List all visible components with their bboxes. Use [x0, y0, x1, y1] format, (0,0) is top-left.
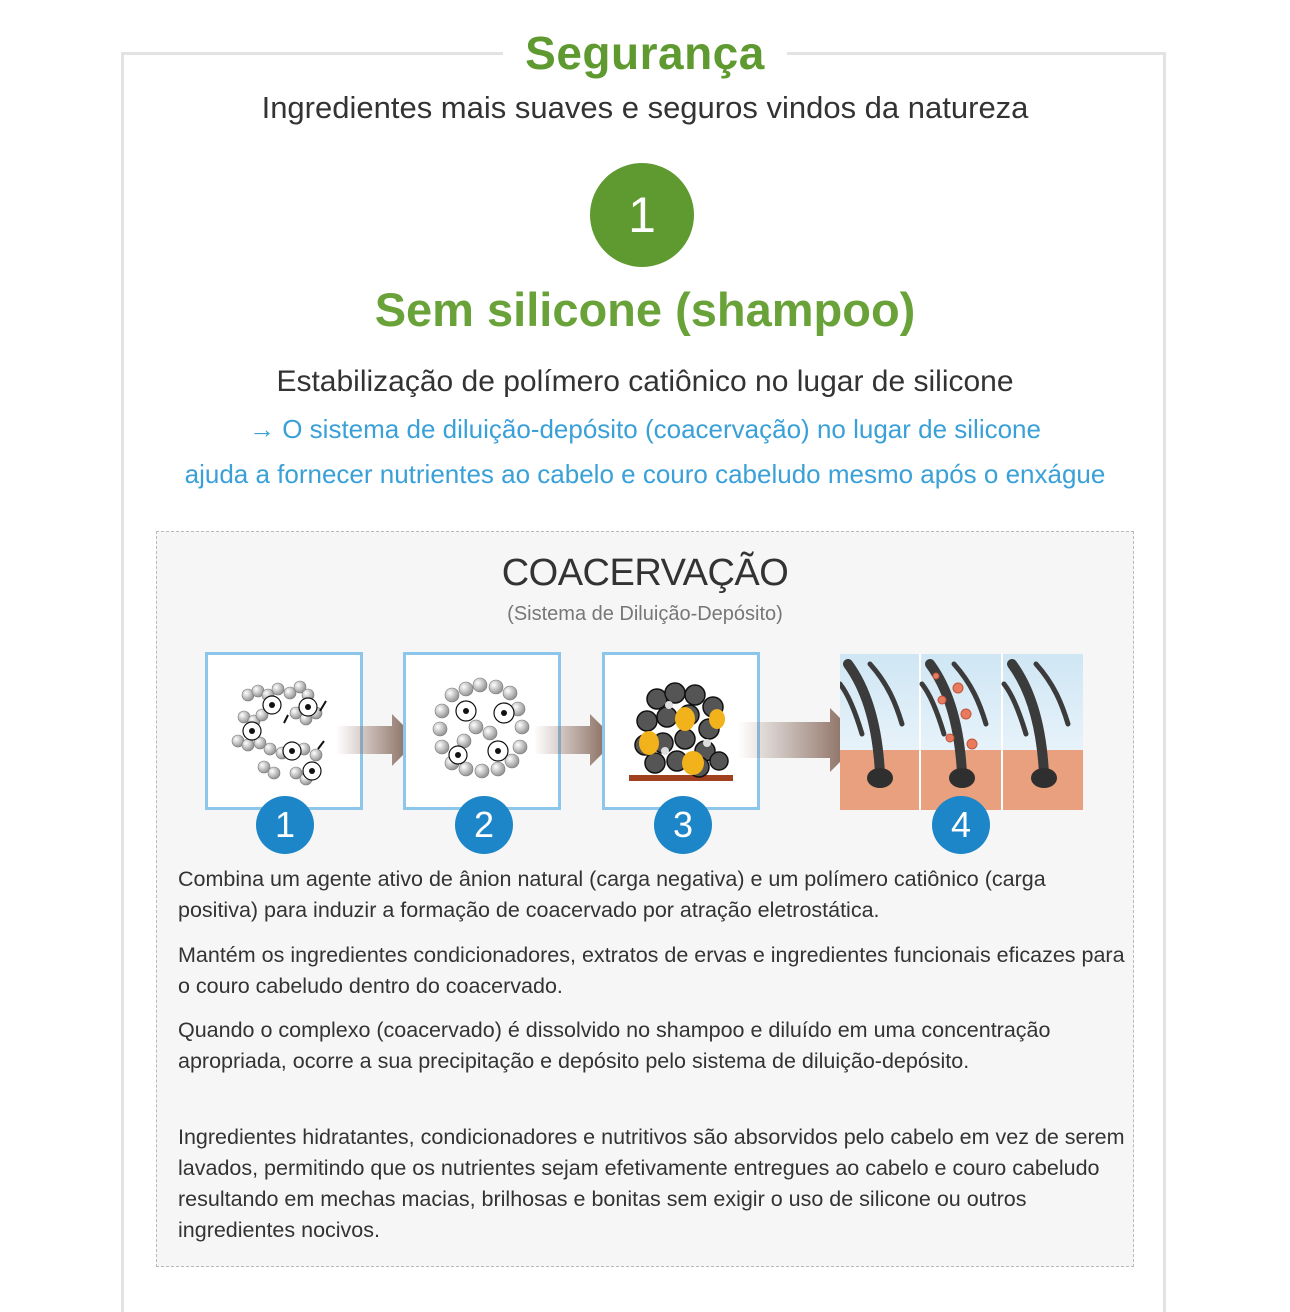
step-number-2: 2 [455, 796, 513, 854]
step-number-4: 4 [932, 796, 990, 854]
paragraph-4: Ingredientes hidratantes, condicionadores e nutritivos são absorvidos pelo cabelo em vez de serem lavados, permitindo que os nutrientes sejam efetivamente entregues ao cabelo e couro cabeludo resultando em mechas macias, brilhosas e bonitas sem exigir o uso de silicone ou outros ingredientes nocivos. [178, 1125, 1125, 1242]
section-subtitle: Ingredientes mais suaves e seguros vindos da natureza [261, 90, 1029, 125]
step-number-1: 1 [256, 796, 314, 854]
feature-highlight-line-1: → O sistema de diluição-depósito (coacervação) no lugar de silicone [249, 414, 1041, 444]
section-title [0, 26, 1290, 80]
paragraph-3: Quando o complexo (coacervado) é dissolvido no shampoo e diluído em uma concentração apropriada, ocorre a sua precipitação e depósito pelo sistema de diluição-depósito. [178, 1018, 1051, 1073]
diagram-subtitle: (Sistema de Diluição-Depósito) [507, 603, 783, 625]
diagram-title: COACERVAÇÃO [501, 552, 789, 594]
step-number-3: 3 [654, 796, 712, 854]
feature-description: Estabilização de polímero catiônico no lugar de silicone [276, 365, 1014, 398]
step-3-illustration [602, 652, 760, 810]
feature-number-badge: 1 [590, 163, 694, 267]
step-4-hair-illustration [840, 654, 1083, 810]
paragraph-1: Combina um agente ativo de ânion natural (carga negativa) e um polímero catiônico (carga positiva) para induzir a formação de coacervado por atração eletrostática. [178, 867, 1046, 922]
feature-heading: Sem silicone (shampoo) [374, 283, 916, 336]
feature-highlight-line-2: ajuda a fornecer nutrientes ao cabelo e couro cabeludo mesmo após o enxágue [184, 459, 1106, 489]
paragraph-2: Mantém os ingredientes condicionadores, extratos de ervas e ingredientes funcionais eficazes para o couro cabeludo dentro do coacervado. [178, 943, 1125, 998]
section-title-text: Segurança [503, 26, 787, 80]
